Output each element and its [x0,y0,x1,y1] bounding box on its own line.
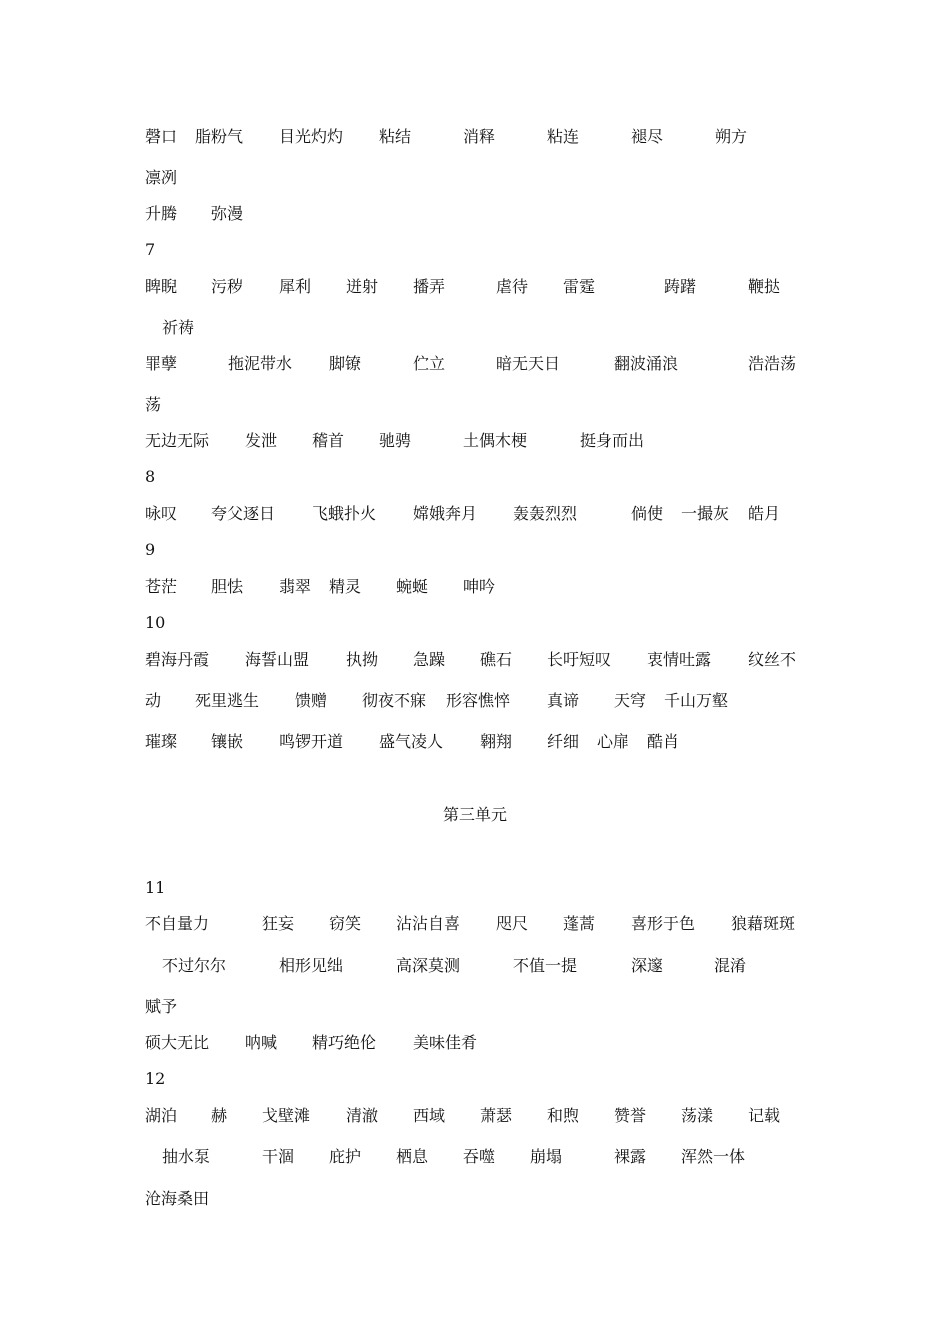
unit-heading: 第三单元 [442,805,507,824]
lesson-number: 12 [145,1069,166,1088]
vocab-word: 嫦娥奔月 [413,504,478,523]
vocab-word: 粘连 [547,127,580,146]
vocab-word: 镶嵌 [211,732,244,751]
vocab-word: 荡漾 [681,1106,714,1125]
vocab-word: 动 [145,691,162,710]
vocab-word: 浑然一体 [681,1147,746,1166]
vocab-word: 目光灼灼 [279,127,344,146]
vocab-word: 伫立 [413,354,446,373]
vocab-word: 蓬蒿 [563,914,596,933]
lesson-number: 11 [145,878,166,897]
vocab-word: 脂粉气 [195,127,244,146]
vocab-word: 胆怯 [211,577,244,596]
lesson-number: 10 [145,613,166,632]
vocab-word: 高深莫测 [396,956,461,975]
vocab-word: 裸露 [614,1147,647,1166]
vocab-word: 苍茫 [145,577,178,596]
vocab-word: 衷情吐露 [647,650,712,669]
vocab-word: 形容憔悴 [446,691,511,710]
vocab-word: 蜿蜒 [396,577,429,596]
vocab-word: 咏叹 [145,504,178,523]
vocab-word: 拖泥带水 [228,354,293,373]
vocab-word: 不值一提 [513,956,578,975]
vocab-word: 呻吟 [463,577,496,596]
vocab-word: 海誓山盟 [245,650,310,669]
vocab-word: 咫尺 [496,914,529,933]
vocab-word: 稽首 [312,431,345,450]
vocab-word: 彻夜不寐 [362,691,427,710]
vocab-word: 不过尔尔 [162,956,227,975]
vocab-word: 硕大无比 [145,1033,210,1052]
vocab-word: 一撮灰 [681,504,730,523]
lesson-number: 9 [145,540,156,559]
vocab-word: 精灵 [329,577,362,596]
vocab-word: 浩浩荡 [748,354,797,373]
vocab-word: 污秽 [211,277,244,296]
vocab-word: 真谛 [547,691,580,710]
vocab-word: 不自量力 [145,914,210,933]
vocab-word: 褪尽 [631,127,664,146]
vocab-word: 祈祷 [162,318,195,337]
vocab-word: 千山万壑 [664,691,729,710]
vocab-word: 鞭挞 [748,277,781,296]
vocab-word: 雷霆 [563,277,596,296]
vocab-word: 执拗 [346,650,379,669]
vocab-word: 酷肖 [647,732,680,751]
vocab-word: 美味佳肴 [413,1033,478,1052]
vocab-word: 翱翔 [480,732,513,751]
vocab-word: 沧海桑田 [145,1189,210,1208]
vocab-word: 天穹 [614,691,647,710]
vocab-word: 弥漫 [211,204,244,223]
vocab-word: 呐喊 [245,1033,278,1052]
vocab-word: 翡翠 [279,577,312,596]
vocab-word: 粘结 [379,127,412,146]
vocab-word: 心扉 [597,732,630,751]
vocab-word: 罪孽 [145,354,178,373]
vocab-word: 赫 [211,1106,228,1125]
vocab-word: 发泄 [245,431,278,450]
vocab-word: 礁石 [480,650,513,669]
vocab-word: 挺身而出 [580,431,645,450]
vocab-word: 凛冽 [145,168,178,187]
vocab-word: 窃笑 [329,914,362,933]
vocab-word: 急躁 [413,650,446,669]
vocab-word: 虐待 [496,277,529,296]
vocab-word: 深邃 [631,956,664,975]
vocab-word: 播弄 [413,277,446,296]
vocab-word: 喜形于色 [631,914,696,933]
vocab-word: 迸射 [346,277,379,296]
vocab-word: 戈壁滩 [262,1106,311,1125]
vocab-word: 崩塌 [530,1147,563,1166]
vocab-word: 馈赠 [295,691,328,710]
vocab-word: 无边无际 [145,431,210,450]
vocab-word: 纤细 [547,732,580,751]
vocab-word: 飞蛾扑火 [312,504,377,523]
lesson-number: 8 [145,467,156,486]
vocab-word: 纹丝不 [748,650,797,669]
vocab-word: 碧海丹霞 [145,650,210,669]
vocab-word: 抽水泵 [162,1147,211,1166]
vocab-word: 犀利 [279,277,312,296]
vocab-word: 盛气凌人 [379,732,444,751]
vocab-word: 朔方 [715,127,748,146]
vocab-word: 夸父逐日 [211,504,276,523]
vocab-word: 栖息 [396,1147,429,1166]
vocab-word: 升腾 [145,204,178,223]
vocab-word: 吞噬 [463,1147,496,1166]
vocab-word: 混淆 [714,956,747,975]
vocab-word: 狂妄 [262,914,295,933]
vocab-word: 轰轰烈烈 [513,504,578,523]
vocab-word: 狼藉斑斑 [731,914,796,933]
vocab-word: 沾沾自喜 [396,914,461,933]
vocab-word: 湖泊 [145,1106,178,1125]
vocab-word: 萧瑟 [480,1106,513,1125]
vocab-word: 死里逃生 [195,691,260,710]
vocab-word: 驰骋 [379,431,412,450]
vocab-word: 和煦 [547,1106,580,1125]
vocab-word: 磬口 [145,127,178,146]
vocab-word: 脚镣 [329,354,362,373]
vocab-word: 赞誉 [614,1106,647,1125]
vocab-word: 倘使 [631,504,664,523]
vocab-word: 长吁短叹 [547,650,612,669]
vocab-word: 踌躇 [664,277,697,296]
vocab-word: 荡 [145,395,162,414]
vocab-word: 西域 [413,1106,446,1125]
vocab-word: 鸣锣开道 [279,732,344,751]
lesson-number: 7 [145,240,156,259]
vocab-word: 暗无天日 [496,354,561,373]
vocab-word: 睥睨 [145,277,178,296]
vocab-word: 璀璨 [145,732,178,751]
vocab-word: 皓月 [748,504,781,523]
vocab-word: 翻波涌浪 [614,354,679,373]
vocab-word: 干涸 [262,1147,295,1166]
vocab-word: 相形见绌 [279,956,344,975]
vocab-word: 精巧绝伦 [312,1033,377,1052]
vocab-word: 土偶木梗 [463,431,528,450]
vocab-word: 消释 [463,127,496,146]
vocab-word: 记载 [748,1106,781,1125]
vocab-word: 清澈 [346,1106,379,1125]
vocab-word: 庇护 [329,1147,362,1166]
vocab-word: 赋予 [145,997,178,1016]
